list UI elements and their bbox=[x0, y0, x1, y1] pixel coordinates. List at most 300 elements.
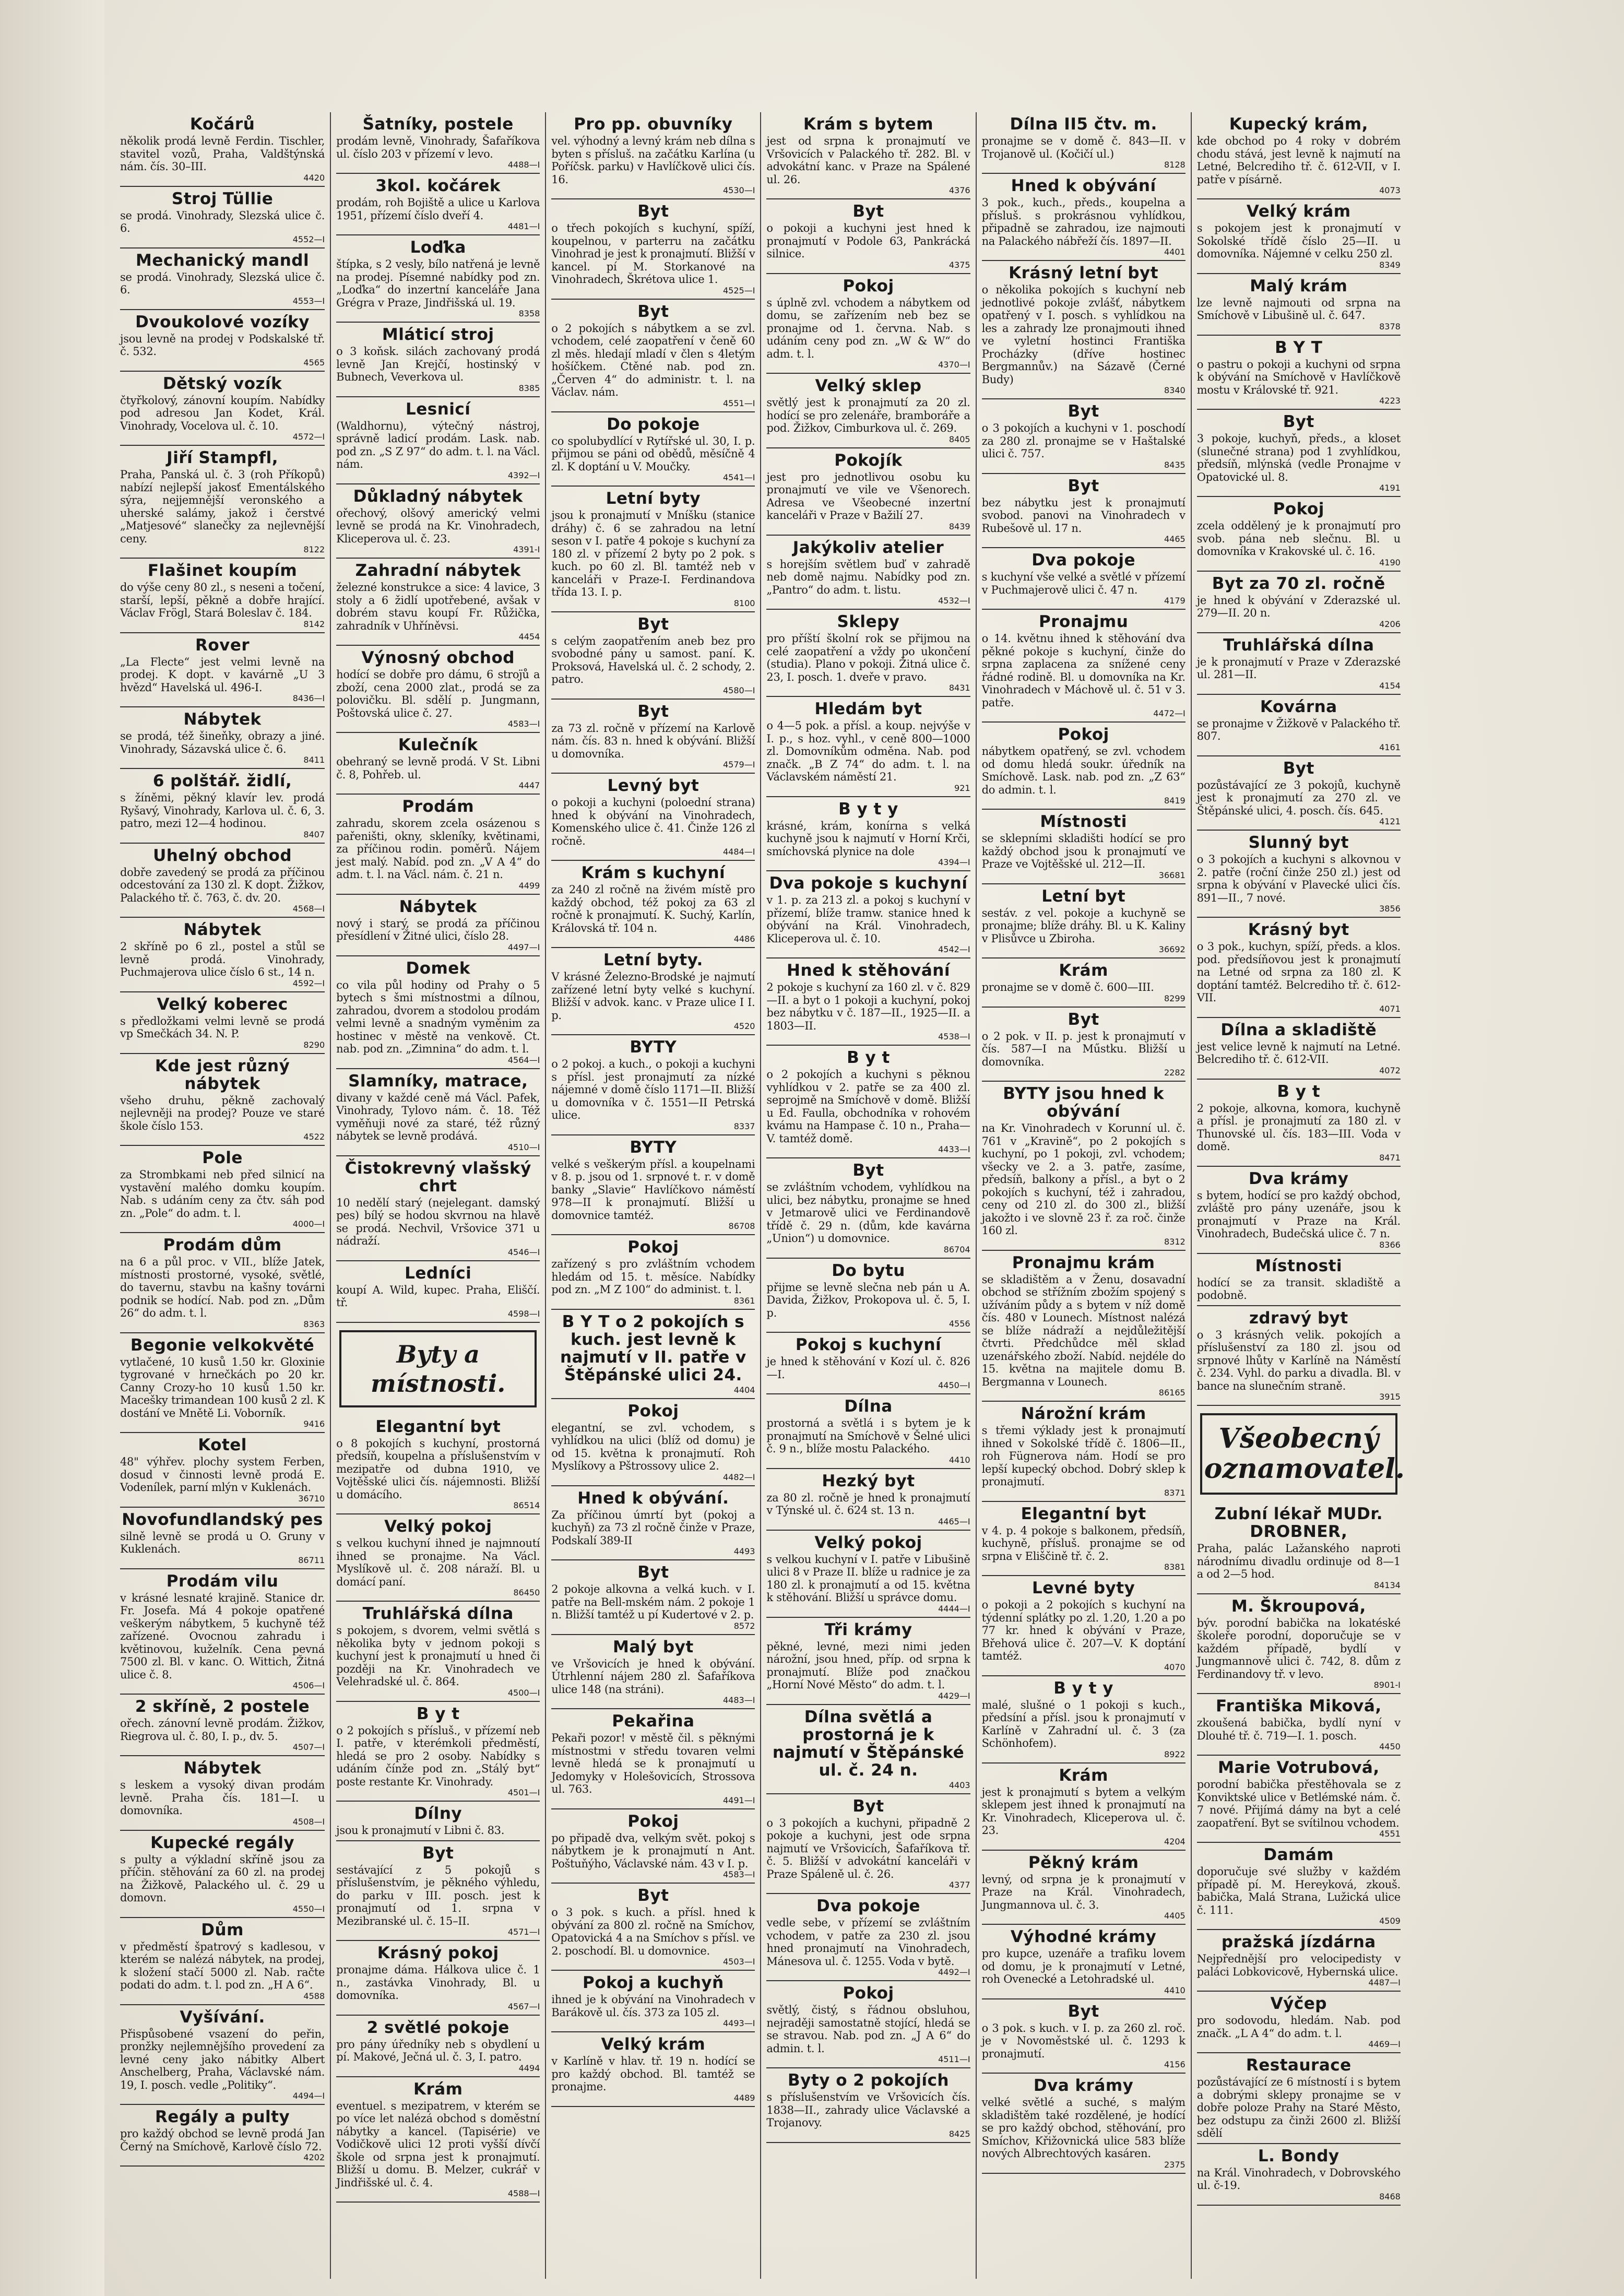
classified-ad bbox=[1197, 1018, 1401, 1080]
ad-heading: Jiří Stampfl, bbox=[167, 448, 278, 467]
ad-reference-number: 4501—I bbox=[507, 1788, 540, 1797]
classified-ad bbox=[336, 2077, 540, 2203]
classified-ad bbox=[766, 112, 970, 199]
ad-heading: Krásný letní byt bbox=[1009, 264, 1159, 282]
ad-heading: Restaurace bbox=[1246, 2056, 1352, 2075]
classified-ad bbox=[120, 1146, 325, 1233]
classified-ad bbox=[982, 1251, 1186, 1402]
classified-ad bbox=[982, 1576, 1186, 1676]
classified-ad bbox=[766, 1259, 970, 1333]
ad-reference-number: 8901-I bbox=[1373, 1680, 1401, 1690]
ad-text: doporučuje své služby v každém případě pí. M. Hereyková, zkouš. babička, Malá Strana, Lužická ulice č. 111. bbox=[1196, 1865, 1401, 1916]
classified-ad bbox=[336, 397, 540, 484]
classified-ad bbox=[1197, 1756, 1401, 1843]
ad-text: velké světlé a suché, s malým skladištěm také rozdělené, je hodící se pro každý obchod, stěhování, pro Smíchov, Křižovnická ulice 583 blíže nových Albrechtových kasáren. bbox=[981, 2096, 1186, 2160]
classified-ad bbox=[1197, 1992, 1401, 2053]
classified-ad bbox=[336, 1156, 540, 1261]
ad-text: je hned k stěhování v Kozí ul. č. 826—I. bbox=[766, 1355, 970, 1381]
ad-text: přijme se levně slečna neb pán u A. Davida, Žižkov, Prokopova ul. č. 5, I. p. bbox=[766, 1281, 970, 1319]
ad-text: hodící se za transit. skladiště a podobně. bbox=[1196, 1276, 1401, 1301]
ad-heading: Novofundlandský pes bbox=[122, 1510, 323, 1529]
classified-ad bbox=[120, 446, 325, 559]
ad-heading: Tři krámy bbox=[824, 1620, 912, 1639]
ad-text: o 3 pok., kuchyn, spíží, předs. a klos. pod. předsíňovou jest k pronajmutí na Letné od srpna za 180 zl. K doptání tamtéž. Belcrediho tř. č. 612-VII. bbox=[1196, 940, 1401, 1004]
ad-reference-number: 4202 bbox=[303, 2152, 325, 2162]
ad-heading: Kočárů bbox=[189, 115, 255, 134]
ad-text: krásné, krám, konírna s velká kuchyně jsou k najmutí v Horní Krči, smíchovská plynice na dole bbox=[766, 819, 970, 858]
ad-reference-number: 8366 bbox=[1379, 1239, 1401, 1250]
ad-heading: Krám s bytem bbox=[803, 115, 934, 134]
ad-heading: Mláticí stroj bbox=[382, 325, 494, 344]
ad-text: o 8 pokojích s kuchyní, prostorná předsíň, koupelna a příslušenstvím v mezipatře od dubna 1910, ve Vojtěšské ulici čís. nájemnosti. Bližší u domácího. bbox=[336, 1437, 540, 1501]
ad-heading: Hned k obývání bbox=[1011, 176, 1156, 195]
ad-heading: Velký sklep bbox=[815, 376, 922, 395]
ad-reference-number: 86708 bbox=[728, 1221, 755, 1231]
ad-heading: Byt bbox=[1068, 2002, 1099, 2021]
classified-ad bbox=[982, 548, 1186, 610]
ad-reference-number: 8436—I bbox=[292, 693, 325, 703]
ad-text: pozůstávající ze 3 pokojů, kuchyně jest k pronajmutí za 270 zl. ve Štěpánské ulici, 4. posch. čís. 645. bbox=[1196, 778, 1401, 817]
ad-text: s horejším světlem buď v zahradě neb domě najmu. Nabídky pod zn. „Pantro“ do adm. t. listu. bbox=[766, 558, 970, 596]
ad-heading: Pokoj a kuchyň bbox=[583, 1973, 724, 1992]
ad-reference-number: 4420 bbox=[303, 172, 325, 183]
ad-text: pronajme se v domě č. 600—III. bbox=[981, 981, 1154, 993]
ad-reference-number: 8299 bbox=[1164, 993, 1186, 1003]
ad-heading: Byt bbox=[637, 302, 669, 321]
ad-heading: Malý krám bbox=[1250, 276, 1348, 295]
ad-text: o několika pokojích s kuchyní neb jednotlivé pokoje zvlášť, nábytkem opatřený v I. posch. s vyhlídkou na les a zahrady lze pronajmouti ihned ve vyletní hostinci Františka Procházky (dříve hostinec Bergmannův.) na Sázavě (Černé Budy) bbox=[981, 283, 1186, 386]
classified-ad bbox=[120, 112, 325, 187]
ad-heading: Elegantní byt bbox=[375, 1417, 501, 1436]
ad-text: jsou k pronajmutí v Libni č. 83. bbox=[336, 1824, 505, 1837]
ad-heading: Výčep bbox=[1270, 1994, 1327, 2013]
ad-text: zahradu, skorem zcela osázenou s pařeništi, okny, skleníky, květinami, za příčinou rodin. poměrů. Nájem jest malý. Nabíd. pod zn. „V A 4“ do adm. t. l. na Václ. nám. č. 21 n. bbox=[336, 817, 540, 881]
ad-text: o 2 pokojích a kuchyni s pěknou vyhlídkou v 2. patře se za 400 zl. seprojmě na Smíchově v domě. Bližší u Ed. Faulla, obchodníka v rohovém kvámu na Hampase č. 10 n., Praha—V. tamtéž domě. bbox=[766, 1068, 970, 1145]
classified-ad bbox=[766, 958, 970, 1046]
ad-reference-number: 4156 bbox=[1164, 2060, 1186, 2069]
ad-text: o 3 pokojích a kuchyni s alkovnou v 2. patře (roční činže 250 zl.) jest od srpna k obývání v Plavecké ulici čís. 891—II., 7 nové. bbox=[1196, 853, 1401, 904]
ad-text: za Strombkami neb před silnicí na vystavění malého domku koupím. Nab. s udáním ceny za čtv. sáh pod zn. „Pole“ do adm. t. l. bbox=[120, 1168, 325, 1220]
ad-heading: Dílna II5 čtv. m. bbox=[1010, 115, 1157, 134]
ad-text: se prodá, též šineňky, obrazy a jiné. Vinohrady, Sázavská ulice č. 6. bbox=[120, 730, 325, 755]
ad-reference-number: 8468 bbox=[1379, 2191, 1401, 2202]
ad-heading: Truhlářská dílna bbox=[1223, 635, 1374, 655]
classified-ad bbox=[1197, 112, 1401, 199]
ad-text: 3 pok., kuch., předs., koupelna a přísluš. s prokrásnou vyhlídkou, připadně se zahradou, ize najmouti na Palackého nábřeží čís. 1897—II. bbox=[981, 196, 1186, 247]
ad-heading: Místnosti bbox=[1040, 812, 1127, 831]
classified-ad bbox=[551, 1235, 755, 1310]
ad-heading: Zahradní nábytek bbox=[355, 561, 521, 580]
page-edge-shadow bbox=[0, 0, 104, 2296]
ad-text: Pekaři pozor! v městě čil. s pěknými místnostmi v středu tovaren velmi levně hledá se k pronajmutí u Jedomyky v Holešovicích, Strossova ul. 763. bbox=[551, 1732, 755, 1795]
ad-text: nový i starý, se prodá za příčinou přesídlení v Žitné ulici, číslo 28. bbox=[336, 917, 540, 942]
classified-ad bbox=[982, 1764, 1186, 1851]
ad-text: pro příští školní rok se přijmou na celé zaopatření a vždy po ukončení (studia). Plano v pokoji. Žitná ulice č. 23, I. posch. 1. dveře v pravo. bbox=[766, 632, 970, 683]
ad-reference-number: 4433—I bbox=[938, 1144, 970, 1154]
ad-text: s celým zaopatřením aneb bez pro svobodné pány u samost. paní. K. Proksová, Havelská ul. č. 2 schody, 2. patro. bbox=[551, 634, 755, 685]
ad-heading: Pronajmu bbox=[1038, 612, 1129, 631]
ad-reference-number: 4497—I bbox=[507, 942, 540, 952]
classified-ad bbox=[1197, 1502, 1401, 1594]
ad-reference-number: 4073 bbox=[1379, 185, 1401, 195]
ad-heading: Byt bbox=[852, 1796, 884, 1816]
ad-heading: Kupecký krám, bbox=[1229, 115, 1368, 134]
ad-reference-number: 4556 bbox=[949, 1319, 970, 1329]
ad-text: prodám levně, Vinohrady, Šafaříkova ul. číslo 203 v přízemí v levo. bbox=[336, 135, 540, 160]
ad-text: o 2 pokojích s přísluš., v přízemí neb I. patře, v kterémkoli předměstí, hledá se pro 2 osoby. Nabídky s udáním čínže pod zn. „Stálý byt“ poste restante Kr. Vinohrady. bbox=[336, 1724, 540, 1788]
ad-text: vel. výhodný a levný krám neb dílna s byten s přísluš. na začátku Karlína (u Poříčsk. parku) v Havlíčkově ulici čís. 16. bbox=[551, 135, 755, 186]
ad-reference-number: 4376 bbox=[949, 185, 970, 195]
ad-heading: Krám bbox=[1059, 961, 1108, 980]
ad-text: všeho druhu, pěkně zachovalý nejlevněji na prodej? Pouze ve staré škole číslo 153. bbox=[120, 1094, 325, 1132]
ad-text: v Karlíně v hlav. tř. 19 n. hodící se pro každý obchod. Bl. tamtéž se pronajme. bbox=[551, 2055, 755, 2093]
ad-text: koupí A. Wild, kupec. Praha, Eliščí. tř. bbox=[336, 1283, 540, 1309]
ad-reference-number: 4583—I bbox=[722, 1869, 755, 1879]
ad-heading: Malý byt bbox=[613, 1637, 694, 1656]
ad-text: pronajme dáma. Hálkova ulice č. 1 n., zastávka Vinohrady, Bl. u domovníka. bbox=[336, 1963, 540, 2002]
classified-ad bbox=[982, 810, 1186, 884]
ad-heading: Marie Votrubová, bbox=[1217, 1758, 1380, 1777]
ad-text: pozůstávající ze 6 místností i s bytem a dobrými sklepy pronajme se v dobře poloze Prahy na Staré Město, bez odstupu za činži 2600 zl. Bližší sdělí bbox=[1196, 2076, 1401, 2139]
ad-reference-number: 4492—I bbox=[938, 1967, 970, 1977]
classified-ad bbox=[336, 1069, 540, 1156]
ad-reference-number: 2282 bbox=[1164, 1068, 1186, 1078]
classified-ad bbox=[120, 1508, 325, 1569]
ad-reference-number: 4410 bbox=[1164, 1985, 1186, 1995]
ad-text: jsou k pronajmutí v Mníšku (stanice dráhy) č. 6 se zahradou na letní seson v I. patře 4 pokoje s kuchyní za 180 zl. v přízemí 2 byty po 2 pok. s kuch. po 60 zl. Bl. tamtéž neb v kanceláři v Praze-I. Ferdinandova třída 13. I. p. bbox=[551, 509, 755, 598]
ad-heading: pražská jízdárna bbox=[1221, 1933, 1376, 1951]
ad-text: vedle sebe, v přízemí se zvláštním vchodem, v patře za 230 zl. jsou hned pronajmutí na Vinohradech, Mánesova ul. č. 1255. Voda v bytě. bbox=[766, 1916, 970, 1968]
ad-reference-number: 4161 bbox=[1379, 742, 1401, 752]
ad-reference-number: 8425 bbox=[949, 2128, 970, 2139]
classified-ad bbox=[120, 1433, 325, 1508]
classified-ad bbox=[120, 1831, 325, 1918]
classified-ad bbox=[1197, 336, 1401, 410]
classified-ad bbox=[766, 1618, 970, 1705]
ad-text: malé, slušné o 1 pokoji s kuch., předsíní a přísl. jsou k pronajmutí v Karlíně v Zahradní ul. č. 3 (za Schönhofem). bbox=[981, 1698, 1186, 1749]
ad-reference-number: 36692 bbox=[1158, 944, 1186, 954]
classified-ad bbox=[551, 412, 755, 487]
ad-heading: BYTY bbox=[630, 1138, 677, 1157]
classified-ad bbox=[1197, 1843, 1401, 1930]
ad-reference-number: 86165 bbox=[1158, 1388, 1186, 1398]
ad-reference-number: 8122 bbox=[303, 545, 325, 554]
ad-reference-number: 4179 bbox=[1164, 596, 1186, 606]
classified-ad bbox=[982, 2074, 1186, 2174]
classified-ad bbox=[336, 2016, 540, 2077]
classified-ad bbox=[551, 1971, 755, 2032]
ad-heading: Regály a pulty bbox=[155, 2108, 290, 2126]
ad-reference-number: 8431 bbox=[949, 683, 970, 693]
ad-heading: Velký koberec bbox=[157, 995, 288, 1014]
ad-heading: Pro pp. obuvníky bbox=[574, 115, 733, 134]
ad-text: o pokoji a kuchyni (poloední strana) hned k obývání na Vinohradech, Komenského ulice č. 41. Činže 126 zl ročně. bbox=[551, 796, 755, 847]
classified-ad bbox=[120, 1333, 325, 1434]
classified-ad bbox=[551, 2032, 755, 2107]
ad-reference-number: 4507—I bbox=[292, 1742, 325, 1752]
classified-ad bbox=[120, 992, 325, 1054]
ad-heading: 2 skříně, 2 postele bbox=[135, 1697, 310, 1716]
ad-heading: Dílny bbox=[414, 1804, 463, 1823]
ad-text: obehraný se levně prodá. V St. Libni č. 8, Pohřeb. ul. bbox=[336, 755, 540, 781]
ad-text: ořech. zánovní levně prodám. Žižkov, Riegrova ul. č. 80, I. p., dv. 5. bbox=[120, 1717, 325, 1743]
ad-heading: Mechanický mandl bbox=[136, 251, 310, 270]
ad-heading: Slamníky, matrace, bbox=[348, 1071, 528, 1091]
classified-ad bbox=[336, 956, 540, 1069]
ad-text: sestáv. z vel. pokoje a kuchyně se pronajme; blíže dráhy. Bl. u K. Kaliny v Plisůvce u Zbiroha. bbox=[981, 906, 1186, 945]
ad-text: (Waldhornu), výtečný nástroj, správně ladicí prodám. Lask. nab. pod zn. „S Z 97“ do adm. t. l. na Václ. nám. bbox=[336, 419, 540, 470]
classified-ad bbox=[120, 1756, 325, 1831]
ad-heading: Kovárna bbox=[1260, 697, 1337, 716]
ad-heading: L. Bondy bbox=[1258, 2146, 1339, 2165]
classified-ad bbox=[336, 1415, 540, 1515]
ad-reference-number: 4488—I bbox=[507, 160, 540, 170]
classified-ad bbox=[336, 323, 540, 397]
ad-reference-number: 4494 bbox=[518, 2063, 540, 2073]
classified-ad bbox=[1197, 1080, 1401, 1167]
ad-reference-number: 4532—I bbox=[938, 596, 970, 606]
column-2 bbox=[330, 112, 545, 2279]
classified-ad bbox=[766, 536, 970, 610]
ad-reference-number: 8290 bbox=[303, 1039, 325, 1050]
ad-heading: Velký pokoj bbox=[384, 1517, 492, 1536]
ad-reference-number: 9416 bbox=[303, 1419, 325, 1429]
ad-heading: Rover bbox=[195, 635, 250, 655]
ad-heading: Lesnicí bbox=[405, 399, 471, 419]
ad-reference-number: 4499 bbox=[518, 880, 540, 891]
ad-text: vytlačené, 10 kusů 1.50 kr. Gloxinie tygrované v hrnečkách po 20 kr. Canny Crozy-ho 10 kusů 1.50 kr. Macešky trimandean 100 kusů 2 zl. K dostání ve Mnětě Li. Voborník. bbox=[120, 1355, 325, 1419]
ad-reference-number: 3915 bbox=[1379, 1392, 1401, 1402]
ad-reference-number: 84134 bbox=[1373, 1580, 1401, 1590]
classified-ad bbox=[766, 1705, 970, 1794]
ad-reference-number: 8435 bbox=[1164, 459, 1186, 470]
ad-heading: Dva pokoje s kuchyní bbox=[769, 874, 968, 893]
classified-ad bbox=[336, 1841, 540, 1942]
ad-heading: Prodám bbox=[402, 797, 475, 816]
classified-ad bbox=[766, 1469, 970, 1531]
ad-reference-number: 4070 bbox=[1164, 1662, 1186, 1672]
ad-text: silně levně se prodá u O. Gruny v Kuklenách. bbox=[120, 1530, 325, 1555]
classified-ad bbox=[336, 559, 540, 646]
classified-ad bbox=[766, 199, 970, 274]
ad-heading: Kupecké regály bbox=[150, 1833, 295, 1852]
ad-text: jest k pronajmutí s bytem a velkým sklepem jest ihned k pronajmutí na Kr. Vinohradech, Kliceperova ul. č. 23. bbox=[981, 1785, 1186, 1837]
ad-text: kde obchod po 4 roky v dobrém chodu stává, jest levně k najmutí na Letné, Belcrediho tř. č. 612-VII, v I. patře v písárně. bbox=[1196, 135, 1401, 186]
ad-reference-number: 4541—I bbox=[722, 472, 755, 482]
ad-heading: Pole bbox=[202, 1149, 243, 1167]
ad-text: elegantní, se zvl. vchodem, s vyhlídkou na ulici (blíž od domu) je od 15. května k pronajmutí. Roh Myslíkovy a Pštrossovy ulice 2. bbox=[551, 1421, 755, 1472]
ad-heading: Letní byty. bbox=[603, 951, 703, 969]
ad-text: o 3 pokojích a kuchyni, připadně 2 pokoje a kuchyni, jest ode srpna najmutí ve Vršovicích, Šafaříkova tř. č. 5. Bližší v advokátní kanceláři v Praze Spáleně ul. č. 26. bbox=[766, 1816, 970, 1880]
ad-heading: B Y T o 2 pokojích s kuch. jest levně k najmutí v II. patře v Štěpánské ulici 24. bbox=[560, 1312, 746, 1384]
ad-heading: Nárožní krám bbox=[1021, 1404, 1146, 1423]
ad-text: v krásné lesnaté krajině. Stanice dr. Fr. Josefa. Má 4 pokoje opatřené veškerým nábytkem, 5 kuchyně též zařízené. Ovocnou zahradu i květinovou, kuželník. Cena pevná 7500 zl. Bl. v kanc. O. Wittich, Žitná ulice č. 8. bbox=[120, 1591, 325, 1681]
classified-ad bbox=[1197, 274, 1401, 336]
ad-text: o 2 pokojích s nábytkem a se zvl. vchodem, celé zaopatření v čeně 60 zl měs. hledají mladí v člen s 4letým hošíčkem. Ctěné nab. pod zn. „Červen 4“ do administr. t. l. na Václav. nám. bbox=[551, 322, 755, 398]
ad-reference-number: 4598—I bbox=[507, 1308, 540, 1319]
classified-ad bbox=[336, 1702, 540, 1802]
classified-ad bbox=[1197, 1930, 1401, 1992]
ad-heading: Byt bbox=[637, 702, 669, 721]
ad-text: Praha, palác Lažanského naproti národnímu divadlu ordinuje od 8—1 a od 2—5 hod. bbox=[1196, 1542, 1401, 1580]
ad-text: po připadě dva, velkým svět. pokoj s nábytkem je k pronajmutí n Ant. Poštuňýho, Václavské nám. 43 v I. p. bbox=[551, 1831, 755, 1870]
ad-text: pěkné, levné, mezi nimi jeden nárožní, jsou hned, příp. od srpna k pronajmutí. Blíže pod značkou „Horní Nové Město“ do adm. t. l. bbox=[766, 1640, 970, 1691]
ad-reference-number: 8378 bbox=[1379, 321, 1401, 332]
ad-text: Přispůsobené vsazení do peřin, pronžky nejlemnějšího provedení za levné ceny jako nábitky Albert Anschelberg, Praha, Václavské nám. 19, I. posch. vedle „Politiky“. bbox=[120, 2027, 325, 2091]
classified-ad bbox=[766, 274, 970, 374]
ad-reference-number: 4450 bbox=[1379, 1742, 1401, 1751]
ad-text: dobře zavedený se prodá za příčinou odcestování za 130 zl. K dopt. Žižkov, Palackého tř. č. 763, č. dv. 20. bbox=[120, 866, 325, 904]
ad-text: o 3 pok. s kuch. a přísl. hned k obývání za 800 zl. ročně na Smíchov, Opatovická 4 a na Smíchov s přísl. ve 2. poschodí. Bl. u domovnice. bbox=[551, 1906, 755, 1957]
ad-reference-number: 4551 bbox=[1379, 1829, 1401, 1839]
ad-reference-number: 4579—I bbox=[722, 760, 755, 770]
classified-ad bbox=[120, 310, 325, 372]
ad-reference-number: 4511—I bbox=[938, 2054, 970, 2064]
ad-heading: Dílna světlá a prostorná je k najmutí v Štěpánské ul. č. 24 n. bbox=[772, 1707, 965, 1780]
ad-text: 48" výhřev. plochy system Ferben, dosud v činnosti levně prodá E. Vodenílek, parní mlýn v Kuklenách. bbox=[120, 1455, 325, 1494]
ad-text: o 3 pok. s kuch. v I. p. za 260 zl. roč. je v Novoměstské ul. č. 1293 k pronajmutí. bbox=[981, 2021, 1186, 2060]
ad-reference-number: 8471 bbox=[1379, 1152, 1401, 1163]
classified-ad bbox=[336, 112, 540, 174]
ad-text: jest velice levně k najmutí na Letné. Belcrediho tř. č. 612-VII. bbox=[1196, 1040, 1401, 1066]
ad-text: lze levně najmouti od srpna na Smíchově v Libušině ul. č. 647. bbox=[1196, 296, 1401, 322]
ad-heading: Dílna bbox=[844, 1397, 893, 1416]
classified-ad bbox=[1197, 2144, 1401, 2206]
ad-reference-number: 4392—I bbox=[507, 470, 540, 480]
ad-reference-number: 4530—I bbox=[722, 185, 755, 195]
ad-reference-number: 4190 bbox=[1379, 557, 1401, 567]
ad-reference-number: 4546—I bbox=[507, 1247, 540, 1257]
ad-heading: Nábytek bbox=[183, 1759, 262, 1778]
ad-heading: Letní byty bbox=[606, 489, 701, 508]
classified-ad bbox=[551, 1486, 755, 1561]
classified-ad bbox=[120, 769, 325, 844]
ad-text: 2 pokoje, alkovna, komora, kuchyně a přísl. je pronajmutí za 180 zl. v Thunovské ul. čís. 183—III. Voda v domě. bbox=[1196, 1102, 1401, 1153]
ad-text: jest pro jednotlivou osobu ku pronajmutí ve vile ve Všenorech. Adresa ve Všeobecné inzertní kanceláři v Praze v Bažilí 27. bbox=[766, 470, 970, 522]
classified-ad bbox=[120, 918, 325, 992]
ad-reference-number: 4510—I bbox=[507, 1142, 540, 1152]
ad-reference-number: 4571—I bbox=[507, 1927, 540, 1937]
ad-text: Praha, Panská ul. č. 3 (roh Příkopů) nabízí nejlepší jakosť Ementálského sýra, nejjemnější veronského a uherské salámy, jakož i čerstvé „Matjesové“ slanečky za nejlevnější ceny. bbox=[120, 468, 325, 545]
ad-reference-number: 4520 bbox=[733, 1021, 755, 1031]
ad-reference-number: 8411 bbox=[303, 755, 325, 765]
ad-text: velké s veškerým přísl. a koupelnami v 8. p. jsou od 1. srpnové t. r. v domě banky „Slavie“ Havlíčkovo náměstí 978—II k pronajmutí. Bližší u domovnice tamtéž. bbox=[551, 1157, 755, 1222]
ad-heading: Sklepy bbox=[837, 612, 900, 631]
ad-reference-number: 8312 bbox=[1164, 1236, 1186, 1247]
classified-ad bbox=[120, 707, 325, 769]
ad-heading: 3kol. kočárek bbox=[375, 176, 501, 195]
ad-heading: Byt bbox=[637, 614, 669, 634]
classified-ad bbox=[120, 844, 325, 918]
ad-text: prodám, roh Bojiště a ulice u Karlova 1951, přízemí číslo dveří 4. bbox=[336, 196, 540, 222]
section-title-byty: Byty a místnosti. bbox=[339, 1330, 537, 1407]
ad-heading: BYTY jsou hned k obývání bbox=[1003, 1084, 1165, 1121]
classified-ad bbox=[1197, 1254, 1401, 1306]
ad-reference-number: 4429—I bbox=[938, 1690, 970, 1701]
ad-reference-number: 8100 bbox=[733, 598, 755, 608]
classified-ad bbox=[120, 2005, 325, 2105]
ad-heading: Byt bbox=[1283, 412, 1314, 431]
ad-text: 2 pokoje s kuchyní za 160 zl. v č. 829—II. a byt o 1 pokoji a kuchyní, pokoj bez nábytku v č. 187—II., 1925—II. a 1803—II. bbox=[766, 981, 970, 1032]
ad-text: o 2 pok. v II. p. jest k pronajmutí v čís. 587—I na Műstku. Bližší u domovníka. bbox=[981, 1029, 1186, 1068]
classified-ad bbox=[982, 112, 1186, 174]
classified-ad bbox=[336, 733, 540, 795]
ad-text: sestávající z 5 pokojů s příslušenstvím, je pěkného výhledu, do parku v III. posch. jest k pronajmutí od 1. srpna v Mezibranské ul. č. 15–II. bbox=[336, 1863, 540, 1927]
ad-heading: Prodám vilu bbox=[166, 1571, 279, 1591]
ad-text: do výše ceny 80 zl., s neseni a točení, starší, lepší, pěkně a dobře hrající. Václav Frögl, Stará Boleslav č. 184. bbox=[120, 581, 325, 619]
ad-reference-number: 4564—I bbox=[507, 1055, 540, 1065]
ad-reference-number: 4394—I bbox=[938, 857, 970, 867]
ad-text: pro pány úředníky neb s obydlení u pí. Makové, Ječná ul. č. 3, I. patro. bbox=[336, 2038, 540, 2063]
classified-ad bbox=[1197, 756, 1401, 831]
ad-text: se zvláštním vchodem, vyhlídkou na ulici, bez nábytku, pronajme se hned v Jetmarově ulici ve Ferdinandově třídě č. 29 n. (dům, kde kavárna „Union“) u domovnice. bbox=[766, 1181, 970, 1245]
ad-text: s pokojem, s dvorem, velmi světlá s několika byty v jednom pokoji s kuchyní jest k pronajmutí u hned či později na Kr. Vinohradech ve Velehradské ul. č. 864. bbox=[336, 1624, 540, 1688]
ad-text: 2 skříně po 6 zl., postel a stůl se levně prodá. Vinohrady, Puchmajerova ulice číslo 6 st., 14 n. bbox=[120, 940, 325, 978]
ad-heading: Pokoj bbox=[843, 276, 894, 295]
ad-reference-number: 4542—I bbox=[938, 944, 970, 954]
ad-reference-number: 921 bbox=[954, 783, 970, 793]
classified-ad bbox=[120, 1233, 325, 1333]
ad-heading: Dílna a skladiště bbox=[1220, 1020, 1377, 1039]
ad-heading: Jakýkoliv atelier bbox=[792, 538, 944, 557]
ad-reference-number: 8381 bbox=[1164, 1562, 1186, 1572]
classified-ad bbox=[336, 1514, 540, 1602]
ad-text: porodní babička přestěhovala se z Konviktské ulice v Betlémské nám. č. 7 nové. Přijímá dámy na byt a celé zaopatření. Byt se svítilnou vchodem. bbox=[1196, 1778, 1401, 1829]
classified-ad bbox=[766, 1894, 970, 1981]
classified-ad bbox=[120, 1054, 325, 1146]
ad-heading: Slunný byt bbox=[1248, 833, 1349, 852]
classified-ad bbox=[551, 700, 755, 774]
ad-text: prostorná a světlá i s bytem je k pronajmutí na Smíchově v Šelné ulici č. 9 n., blíže mostu Palackého. bbox=[766, 1417, 970, 1455]
ad-text: s velkou kuchyní v I. patře v Libušině ulici 8 v Praze II. blíže u radnice je za 180 zl. k pronajmutí a od 15. května k stěhování. Bližší u správce domu. bbox=[766, 1553, 970, 1604]
ad-reference-number: 4377 bbox=[949, 1880, 970, 1890]
ad-heading: Pokoj bbox=[627, 1238, 679, 1257]
ad-heading: B y t bbox=[1277, 1082, 1321, 1101]
ad-heading: Pekařina bbox=[612, 1712, 695, 1731]
ad-heading: Pokoj bbox=[1058, 725, 1109, 744]
ad-heading: Dva krámy bbox=[1033, 2076, 1134, 2095]
ad-reference-number: 4444—I bbox=[938, 1603, 970, 1614]
classified-ad bbox=[336, 1802, 540, 1841]
ad-reference-number: 4481—I bbox=[507, 221, 540, 231]
ad-heading: Damám bbox=[1263, 1845, 1334, 1864]
ad-heading: zdravý byt bbox=[1249, 1308, 1348, 1328]
ad-reference-number: 4191 bbox=[1379, 483, 1401, 493]
ad-heading: Dva pokoje bbox=[816, 1897, 920, 1915]
classified-ad bbox=[120, 187, 325, 248]
classified-ad bbox=[551, 1035, 755, 1135]
ad-heading: Stroj Tüllie bbox=[171, 189, 274, 208]
ad-reference-number: 4592—I bbox=[292, 978, 325, 988]
ad-reference-number: 4483—I bbox=[722, 1695, 755, 1705]
ad-reference-number: 8385 bbox=[518, 383, 540, 393]
classified-ad bbox=[982, 884, 1186, 959]
ad-reference-number: 4487—I bbox=[1368, 1978, 1401, 1987]
ad-text: světlý jest k pronajmutí za 20 zl. hodící se pro zelenáře, bramboráře a pod. Žižkov, Cimburkova ul. č. 269. bbox=[766, 396, 970, 434]
classified-ad bbox=[1197, 572, 1401, 633]
ad-heading: Velký pokoj bbox=[814, 1533, 922, 1552]
ad-heading: BYTY bbox=[630, 1038, 677, 1057]
ad-text: s velkou kuchyní ihned je najmnoutí ihned se pronajme. Na Václ. Myslíkově ul. č. 208 náraží. Bl. u domácí paní. bbox=[336, 1537, 540, 1588]
ad-heading: Letní byt bbox=[1041, 886, 1126, 906]
ad-reference-number: 4522 bbox=[303, 1132, 325, 1142]
ad-reference-number: 4503—I bbox=[722, 1957, 755, 1967]
ad-heading: Pokoj bbox=[627, 1812, 679, 1831]
ad-heading: Výhodné krámy bbox=[1010, 1927, 1157, 1946]
column-1 bbox=[115, 112, 330, 2279]
ad-text: pro kupce, uzenáře a trafiku lovem od domu, je k pronajmutí v Letné, roh Ovenecké a Letohradské ul. bbox=[981, 1947, 1186, 1985]
classified-ad bbox=[1197, 633, 1401, 695]
